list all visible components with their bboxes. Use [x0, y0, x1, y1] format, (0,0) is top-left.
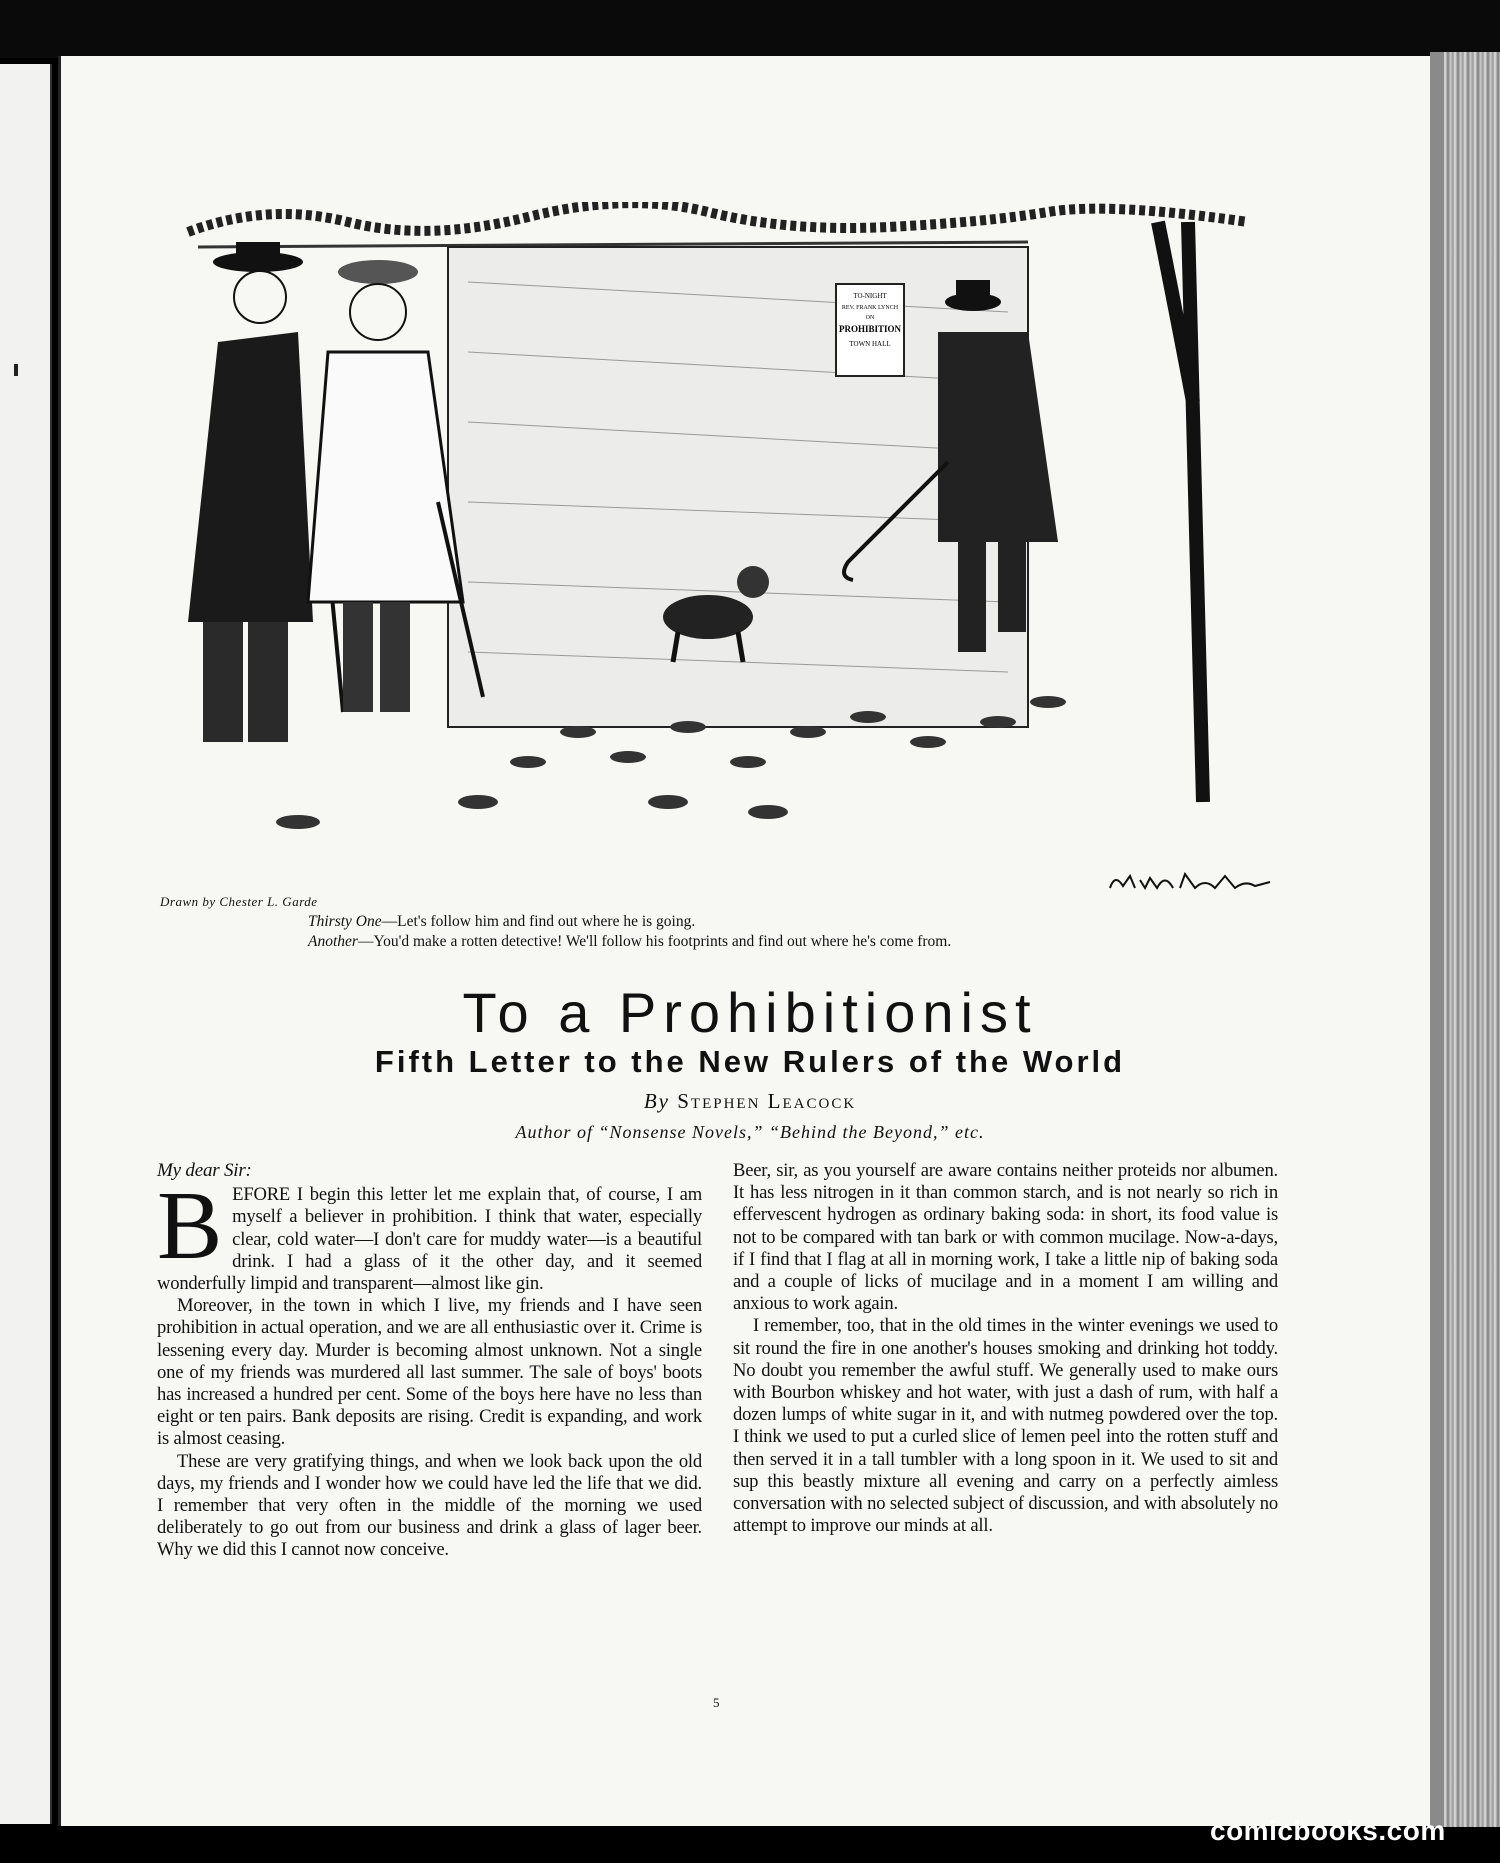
illustration-caption	[308, 912, 1208, 952]
caption-text-2: —You'd make a rotten detective! We'll follow his footprints and find out where he's come from.	[357, 933, 952, 950]
article-byline	[0, 1089, 1500, 1114]
caption-speaker-2: Another	[308, 933, 358, 950]
caption-text-1: —Let's follow him and find out where he is going.	[381, 913, 696, 930]
poster-line4: PROHIBITION	[838, 324, 902, 334]
caption-line-1	[308, 912, 1208, 932]
salutation: My dear Sir:	[157, 1160, 252, 1181]
paragraph-4: Beer, sir, as you yourself are aware contains neither proteids nor albumen. It has less nitrogen in it than common starch, and is not nearly so rich in effervescent hydrogen as ordinary baking soda: in short, its food value is not to be compared with tan bark or with common mucilage. Now-a-days, if I find that I flag at all in morning work, I take a little nip of baking soda and a couple of licks of mucilage and in a moment I am willing and anxious to work again.	[733, 1160, 1278, 1315]
author-note: Author of “Nonsense Novels,” “Behind the Beyond,” etc.	[515, 1122, 985, 1142]
article-column-right	[733, 1160, 1278, 1537]
drop-cap: B	[157, 1172, 223, 1281]
article-subtitle: Fifth Letter to the New Rulers of the World	[374, 1044, 1126, 1079]
byline-by: By	[643, 1089, 670, 1113]
paragraph-3: These are very gratifying things, and when we look back upon the old days, my friends and I wonder how we could have led the life that we did. I remember that very often in the middle of the morning we used deliberately to go out from our business and drink a glass of lager beer. Why we did this I cannot now conceive.	[157, 1450, 702, 1561]
article-column-left	[157, 1160, 702, 1562]
left-page-mark	[14, 364, 18, 376]
page-number: 5	[713, 1695, 720, 1710]
poster-line1: TO-NIGHT	[853, 292, 887, 300]
paragraph-5: I remember, too, that in the old times in the winter evenings we used to sit round the fire in one another's houses smoking and drinking hot toddy. No doubt you remember the awful stuff. We generally used to make ours with Bourbon whiskey and hot water, with just a dash of rum, with half a dozen lumps of white sugar in it, and with nutmeg powdered over the top. I think we used to put a curled slice of lemen peel into the rotten stuff and then served it in a tall tumbler with a long spoon in it. We used to sit and sup this beastly mixture all evening and carry on a perfectly aimless conversation with no selected subject of discussion, and with absolutely no attempt to improve our minds at all.	[733, 1315, 1278, 1537]
prohibition-poster	[836, 284, 904, 376]
paragraph-2: Moreover, in the town in which I live, my friends and I have seen prohibition in actual operation, and we are all enthusiastic over it. Crime is lessening every day. Murder is becoming almost unknown. Not a single one of my friends was murdered all last summer. The sale of boys' boots has increased a hundred per cent. Some of the boys here have no less than eight or ten pairs. Bank deposits are rising. Credit is expanding, and work is almost ceasing.	[157, 1295, 702, 1450]
site-watermark: comicbooks.com	[1210, 1815, 1446, 1846]
book-gutter	[1430, 52, 1444, 1827]
cartoon-illustration	[148, 202, 1288, 887]
article-title: To a Prohibitionist	[462, 981, 1038, 1044]
caption-speaker-1: Thirsty One	[308, 913, 382, 930]
poster-line3: ON	[865, 315, 875, 321]
byline-author: Stephen Leacock	[677, 1089, 857, 1113]
artist-signature	[1105, 868, 1275, 898]
illustration-credit: Drawn by Chester L. Garde	[160, 894, 318, 909]
poster-line5: TOWN HALL	[849, 340, 891, 348]
top-black-band	[0, 0, 1500, 58]
paragraph-1	[157, 1172, 702, 1295]
left-page-edge	[0, 64, 52, 1824]
caption-line-2	[308, 932, 1208, 952]
poster-line2: REV. FRANK LYNCH	[841, 305, 899, 311]
paragraph-1-text: EFORE I begin this letter let me explain that, of course, I am myself a believer in prohibition. I think that water, especially clear, cold water—I don't care for muddy water—is a beautiful drink. I had a glass of it the other day, and it seemed wonderfully limpid and transparent—almost like gin.	[157, 1184, 702, 1295]
